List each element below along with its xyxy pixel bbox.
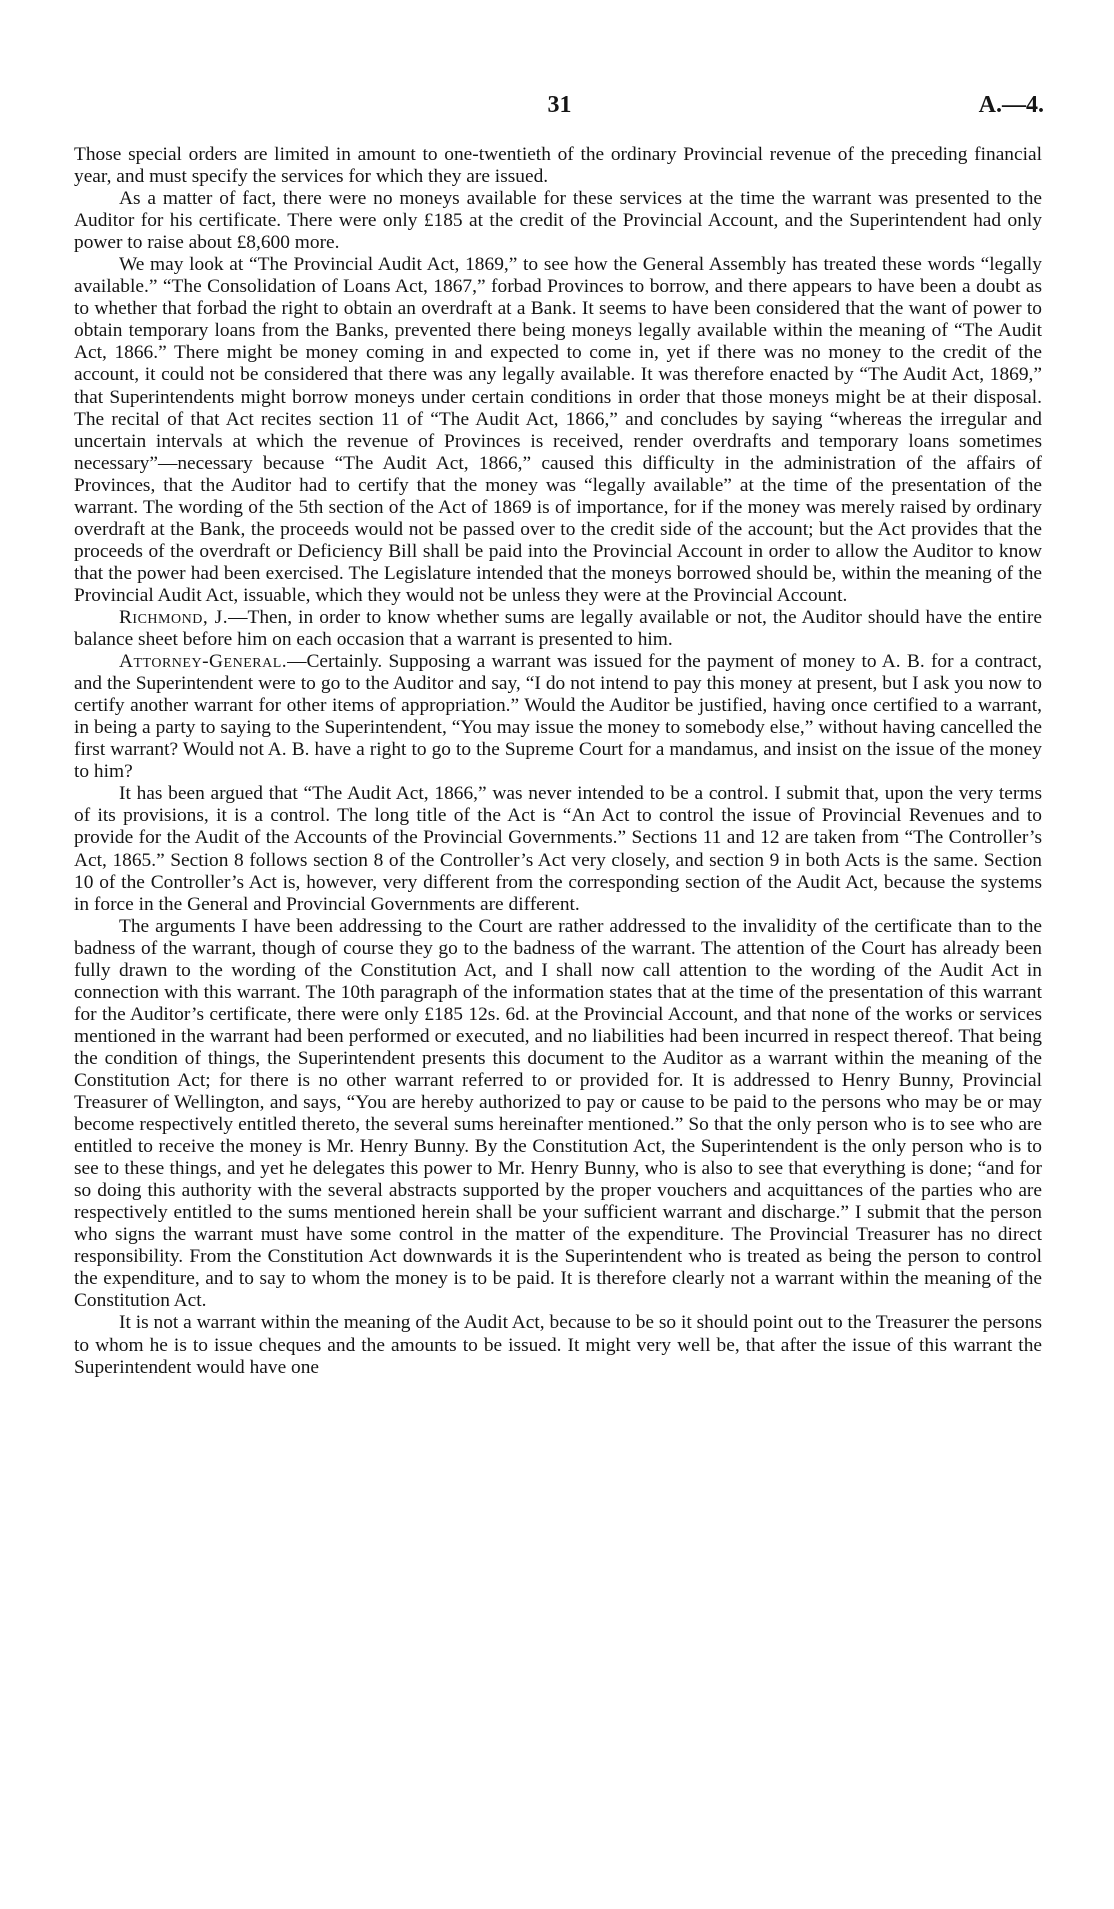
document-reference: A.—4.: [978, 92, 1044, 118]
speaker-name: Attorney-General.: [119, 651, 288, 673]
paragraph: [74, 651, 1042, 783]
paragraph-text: —Certainly. Supposing a warrant was issued for the payment of money to A. B. for a contract, and the Superintendent were to go to the Auditor and say, “I do not intend to pay this money at present, but I ask you now to certify another warrant for other items of appropriation.” Would the Auditor be justified, having once certified to a warrant, in being a party to saying to the Superintendent, “You may issue the money to somebody else,” without having cancelled the first warrant? Would not A. B. have a right to go to the Supreme Court for a mandamus, and insist on the issue of the money to him?: [74, 651, 1042, 783]
paragraph: The arguments I have been addressing to the Court are rather addressed to the invalidity of the certificate than to the badness of the warrant, though of course they go to the badness of the warrant. The attention of the Court has already been fully drawn to the wording of the Constitution Act, and I shall now call attention to the wording of the Audit Act in connection with this warrant. The 10th paragraph of the information states that at the time of the presentation of this warrant for the Auditor’s certificate, there were only £185 12s. 6d. at the Provincial Account, and that none of the works or services mentioned in the warrant had been performed or executed, and no liabilities had been incurred in respect thereof. That being the condition of things, the Superintendent presents this document to the Auditor as a warrant within the meaning of the Constitution Act; for there is no other warrant referred to or provided for. It is addressed to Henry Bunny, Provincial Treasurer of Wellington, and says, “You are hereby authorized to pay or cause to be paid to the persons who may be or may become respectively entitled thereto, the several sums hereinafter mentioned.” So that the only person who is to see who are entitled to receive the money is Mr. Henry Bunny. By the Constitution Act, the Superintendent is the only person who is to see to these things, and yet he delegates this power to Mr. Henry Bunny, who is also to see that everything is done; “and for so doing this authority with the several abstracts supported by the proper vouchers and acquittances of the parties who are respectively entitled to the sums mentioned herein shall be your sufficient warrant and discharge.” I submit that the person who signs the warrant must have some control in the matter of the expenditure. The Provincial Treasurer has no direct responsibility. From the Constitution Act downwards it is the Superintendent who is treated as being the person to control the expenditure, and to say to whom the money is to be paid. It is therefore clearly not a warrant within the meaning of the Constitution Act.: [74, 915, 1042, 1312]
page-header: [75, 92, 1044, 126]
paragraph: As a matter of fact, there were no moneys available for these services at the time the warrant was presented to the Auditor for his certificate. There were only £185 at the credit of the Provincial Account, and the Superintendent had only power to raise about £8,600 more.: [74, 188, 1042, 254]
paragraph: It has been argued that “The Audit Act, 1866,” was never intended to be a control. I submit that, upon the very terms of its provisions, it is a control. The long title of the Act is “An Act to control the issue of Provincial Revenues and to provide for the Audit of the Accounts of the Provincial Governments.” Sections 11 and 12 are taken from “The Controller’s Act, 1865.” Section 8 follows section 8 of the Controller’s Act very closely, and section 9 in both Acts is the same. Section 10 of the Controller’s Act is, however, very different from the corresponding section of the Audit Act, because the systems in force in the General and Provincial Governments are different.: [74, 783, 1042, 915]
paragraph: [74, 607, 1042, 651]
speaker-name: Richmond, J.: [119, 606, 229, 628]
paragraph: It is not a warrant within the meaning of the Audit Act, because to be so it should point out to the Treasurer the persons to whom he is to issue cheques and the amounts to be issued. It might very well be, that after the issue of this warrant the Superintendent would have one: [74, 1312, 1042, 1378]
paragraph: We may look at “The Provincial Audit Act, 1869,” to see how the General Assembly has treated these words “legally available.” “The Consolidation of Loans Act, 1867,” forbad Provinces to borrow, and there appears to have been a doubt as to whether that forbad the right to obtain an overdraft at a Bank. It seems to have been considered that the want of power to obtain temporary loans from the Banks, prevented there being moneys legally available within the meaning of “The Audit Act, 1866.” There might be money coming in and expected to come in, yet if there was no money to the credit of the account, it could not be considered that there was any legally available. It was therefore enacted by “The Audit Act, 1869,” that Superintendents might borrow moneys under certain conditions in order that those moneys might be at their disposal. The recital of that Act recites section 11 of “The Audit Act, 1866,” and concludes by saying “whereas the irregular and uncertain intervals at which the revenue of Provinces is received, render overdrafts and temporary loans sometimes necessary”—necessary because “The Audit Act, 1866,” caused this difficulty in the administration of the affairs of Provinces, that the Auditor had to certify that the money was “legally available” at the time of the presentation of the warrant. The wording of the 5th section of the Act of 1869 is of importance, for if the money was merely raised by ordinary overdraft at the Bank, the proceeds would not be passed over to the credit side of the account; but the Act provides that the proceeds of the overdraft or Deficiency Bill shall be paid into the Provincial Account in order to allow the Auditor to know that the power had been exercised. The Legislature intended that the moneys borrowed should be, within the meaning of the Provincial Audit Act, issuable, which they would not be unless they were at the Provincial Account.: [74, 254, 1042, 606]
page-number: 31: [547, 92, 572, 118]
paragraph: Those special orders are limited in amount to one-twentieth of the ordinary Provincial revenue of the preceding financial year, and must specify the services for which they are issued.: [74, 144, 1042, 188]
paragraph-text: —Then, in order to know whether sums are legally available or not, the Auditor should have the entire balance sheet before him on each occasion that a warrant is presented to him.: [74, 606, 1042, 651]
body-text: [74, 144, 1042, 1379]
